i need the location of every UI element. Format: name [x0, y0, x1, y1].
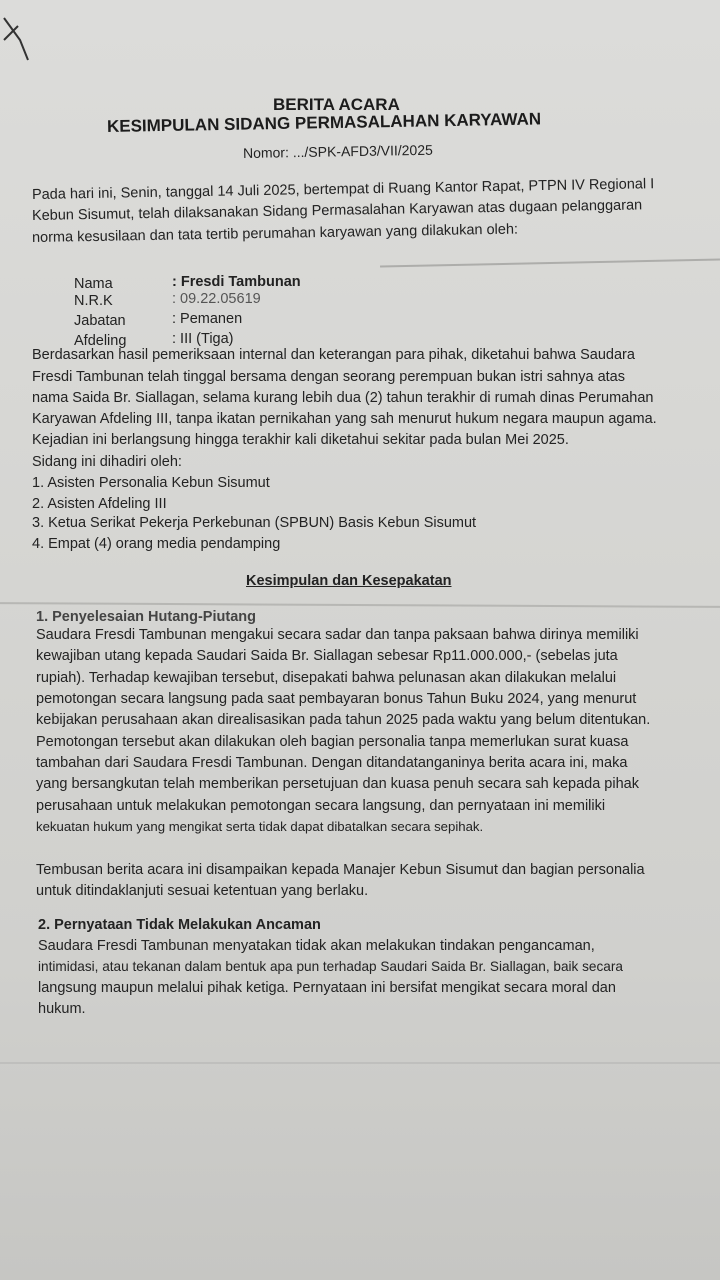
field-value-nrk: : 09.22.05619 [172, 291, 261, 307]
sec1-line: rupiah). Terhadap kewajiban tersebut, disepakati bahwa pelunasan akan dilakukan melalui [36, 670, 617, 686]
list-item: 1. Asisten Personalia Kebun Sisumut [32, 475, 270, 491]
sec2-line: hukum. [38, 1001, 86, 1017]
list-item: 3. Ketua Serikat Pekerja Perkebunan (SPBUN) Basis Kebun Sisumut [32, 515, 477, 531]
field-label-afdeling: Afdeling [74, 333, 127, 349]
sec1-line: Saudara Fresdi Tambunan mengakui secara sadar dan tanpa paksaan bahwa dirinya memiliki [36, 627, 639, 643]
cc-line: untuk ditindaklanjuti sesuai ketentuan yang berlaku. [36, 883, 369, 899]
cc-line: Tembusan berita acara ini disampaikan kepada Manajer Kebun Sisumut dan bagian personalia [36, 862, 645, 878]
field-label-jabatan: Jabatan [74, 313, 126, 329]
sec1-line: perusahaan untuk melakukan pemotongan secara langsung, dan pernyataan ini memiliki [36, 798, 606, 814]
sec2-line: Saudara Fresdi Tambunan menyatakan tidak akan melakukan tindakan pengancaman, [38, 938, 595, 954]
intro-line: norma kesusilaan dan tata tertib perumahan karyawan yang dilakukan oleh: [31, 221, 519, 246]
doc-number: Nomor: .../SPK-AFD3/VII/2025 [242, 141, 433, 161]
sec1-line: yang bersangkutan telah memberikan persetujuan dan kuasa penuh secara sah kepada pihak [36, 776, 639, 792]
sec1-line: kekuatan hukum yang mengikat serta tidak dapat dibatalkan secara sepihak. [36, 819, 484, 834]
sec1-line: kewajiban utang kepada Saudari Saida Br. Siallagan sebesar Rp11.000.000,- (sebelas juta [36, 648, 618, 664]
body-line: Fresdi Tambunan telah tinggal bersama dengan seorang perempuan bukan istri sahnya atas [32, 369, 625, 385]
sec1-line: kebijakan perusahaan akan direalisasikan pada tahun 2025 pada waktu yang belum ditentukan. [36, 712, 651, 728]
doc-subtitle: KESIMPULAN SIDANG PERMASALAHAN KARYAWAN [106, 109, 542, 136]
body-line: Karyawan Afdeling III, tanpa ikatan pernikahan yang sah menurut hukum negara maupun agama. [32, 411, 657, 427]
list-item: 2. Asisten Afdeling III [32, 496, 167, 512]
sec1-line: Pemotongan tersebut akan dilakukan oleh bagian personalia tanpa memerlukan surat kuasa [36, 734, 629, 750]
sec2-line: langsung maupun melalui pihak ketiga. Pernyataan ini bersifat mengikat secara moral dan [38, 980, 616, 996]
pen-scribble [0, 0, 40, 70]
section1-heading: 1. Penyelesaian Hutang-Piutang [36, 609, 256, 625]
body-line: Kejadian ini berlangsung hingga terakhir kali diketahui sekitar pada bulan Mei 2025. [32, 432, 569, 448]
paper-fold [0, 1062, 720, 1064]
sec1-line: pemotongan secara langsung pada saat pembayaran bonus Tahun Buku 2024, yang menurut [36, 691, 637, 707]
body-line: Sidang ini dihadiri oleh: [32, 454, 182, 470]
field-value-afdeling: : III (Tiga) [172, 331, 234, 347]
body-line: nama Saida Br. Siallagan, selama kurang lebih dua (2) tahun terakhir di rumah dinas Perumahan [32, 390, 654, 406]
paper-fold [380, 258, 720, 267]
intro-line: Kebun Sisumut, telah dilaksanakan Sidang Permasalahan Karyawan atas dugaan pelanggaran [31, 197, 643, 224]
section2-heading: 2. Pernyataan Tidak Melakukan Ancaman [38, 917, 321, 933]
intro-line: Pada hari ini, Senin, tanggal 14 Juli 2025, bertempat di Ruang Kantor Rapat, PTPN IV Regional I [31, 176, 655, 203]
field-value-nama: : Fresdi Tambunan [172, 274, 301, 290]
section-title: Kesimpulan dan Kesepakatan [246, 573, 452, 589]
list-item: 4. Empat (4) orang media pendamping [32, 536, 281, 552]
doc-title: BERITA ACARA [273, 95, 400, 114]
sec2-line: intimidasi, atau tekanan dalam bentuk apa pun terhadap Saudari Saida Br. Siallagan, baik secara [38, 959, 623, 974]
sec1-line: tambahan dari Saudara Fresdi Tambunan. Dengan ditandatanganinya berita acara ini, maka [36, 755, 628, 771]
body-line: Berdasarkan hasil pemeriksaan internal dan keterangan para pihak, diketahui bahwa Saudara [32, 347, 635, 363]
field-label-nama: Nama [74, 276, 113, 292]
field-label-nrk: N.R.K [74, 293, 113, 309]
field-value-jabatan: : Pemanen [172, 311, 243, 327]
